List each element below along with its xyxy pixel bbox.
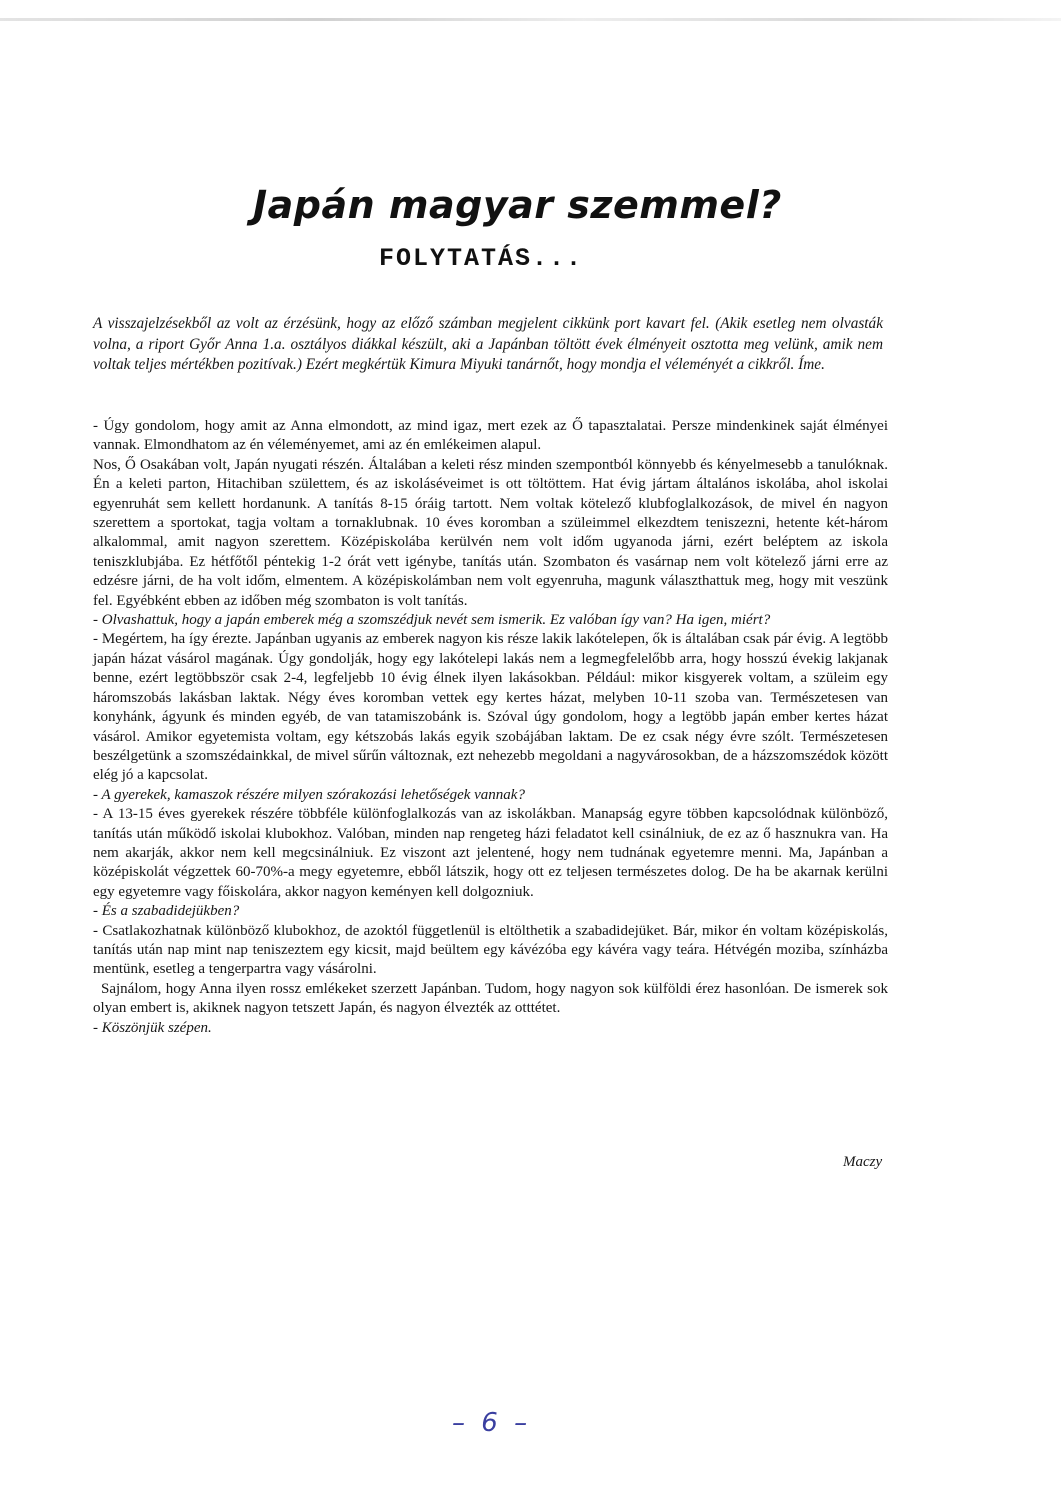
article-title: Japán magyar szemmel? — [253, 183, 782, 227]
answer-paragraph: - A 13-15 éves gyerekek részére többféle különfoglalkozás van az iskolákban. Manapság egyre többen kapcsolódnak különböző, tanítás után működő iskolai klubokhoz. Valóban, minden nap rengeteg házi feladatot kell csinálniuk, de ez az ő hasznukra van. Ha nem akarják, akkor nem kell megcsinálniuk. Ez viszont azt jelentené, hogy nem tudnának egyetemre menni. Ma, Japánban a középiskolát végzettek 60-70%-a megy egyetemre, ebből látszik, hogy ott ez teljesen természetes dolog. De ha be akarnak kerülni egy egyetemre vagy főiskolára, akkor nagyon keményen kell dolgozniuk. — [93, 806, 888, 900]
article-body — [93, 417, 888, 1038]
question-paragraph: - A gyerekek, kamaszok részére milyen szórakozási lehetőségek vannak? — [93, 786, 525, 803]
page-number: – 6 – — [452, 1408, 532, 1438]
article-intro: A visszajelzésekből az volt az érzésünk, hogy az előző számban megjelent cikkünk port kavart fel. (Akik esetleg nem olvasták volna, a riport Győr Anna 1.a. osztályos diákkal készült, aki a Japánban töltött évek élményeit osztotta meg velünk, amik nem voltak teljes mértékben pozitívak.) Ezért megkértük Kimura Miyuki tanárnőt, hogy mondja el véleményét a cikkről. Íme. — [93, 315, 883, 373]
scan-edge-line — [0, 18, 1061, 21]
question-paragraph: - És a szabadidejükben? — [93, 903, 240, 920]
answer-paragraph: - Úgy gondolom, hogy amit az Anna elmondott, az mind igaz, mert ezek az Ő tapasztalatai. Persze mindenkinek saját élményei vannak. Elmondhatom az én véleményemet, ami az én emlékeimen alapul. — [93, 418, 888, 454]
answer-paragraph: - Csatlakozhatnak különböző klubokhoz, de azoktól függetlenül is eltölthetik a szabadidejüket. Bár, mikor én voltam középiskolás, tanítás után nap mint nap teniszeztem egy kicsit, majd beültem egy kávézóba egy kávéra vagy teára. Hétvégén moziba, színházba mentünk, esetleg a tengerpartra vagy vásárolni. — [93, 922, 888, 978]
author-signature: Maczy — [843, 1154, 883, 1170]
question-paragraph: - Köszönjük szépen. — [93, 1019, 212, 1036]
answer-paragraph: Nos, Ő Osakában volt, Japán nyugati részén. Általában a keleti rész minden szempontból könnyebb és kényelmesebb a tanulóknak. Én a keleti parton, Hitachiban születtem, és az iskoláséveimet is ott töltöttem. Hat évig jártam általános iskolába, ahol iskolai egyenruhát sem kellett hordanunk. A tanítás 8-15 óráig tartott. Nem voltak kötelező klubfoglalkozások, de mivel én nagyon szerettem a sportokat, tagja voltam a tornaklubnak. 10 éves koromban a szüleimmel elkezdtem teniszezni, hetente két-három alkalommal, amit nagyon szerettem. Középiskolába kerülvén nem volt időm ugyanoda járni, ezért beléptem az iskola teniszklubjába. Ez hétfőtől péntekig 1-2 órát vett igénybe, tanítás után. Szombaton és vasárnap nem volt kötelező járni erre az edzésre járni, de ha volt időm, elmentem. A középiskolámban nem volt egyenruha, magunk választhattuk meg, hogy mit veszünk fel. Egyébként ebben az időben még szombaton is volt tanítás. — [93, 456, 888, 609]
answer-paragraph: - Megértem, ha így érezte. Japánban ugyanis az emberek nagyon kis része lakik lakótelepen, ők is általában csak pár évig. A legtöbb japán házat vásárol magának. Úgy gondolják, hogy egy lakótelepi lakás nem a legmegfelelőbb arra, hogy hosszú évekig lakjanak benne, ezért legtöbbször csak 2-4, legfeljebb 10 évig élnek ilyen lakásokban. Például: mikor kisgyerek voltam, a szüleim egy háromszobás lakásban laktak. Négy éves koromban vettek egy kertes házat, melyben 10-11 szoba van. Természetesen van konyhánk, ágyunk és minden egyéb, de van tatamiszobánk is. Szóval úgy gondolom, hogy a legtöbb japán ember kertes házat vásárol. Amikor egyetemista voltam, egy kétszobás lakás egyik szobájában laktam. De ez csak négy évre szólt. Természetesen beszélgetünk a szomszédainkkal, de mivel sűrűn változnak, ezt nehezebb megoldani a nagyvárosokban, de a házszomszédok között elég jó a kapcsolat. — [93, 631, 888, 784]
question-paragraph: - Olvashattuk, hogy a japán emberek még a szomszédjuk nevét sem ismerik. Ez valóban így van? Ha igen, miért? — [93, 612, 771, 629]
answer-paragraph: Sajnálom, hogy Anna ilyen rossz emlékeket szerzett Japánban. Tudom, hogy nagyon sok külföldi érez hasonlóan. De ismerek sok olyan embert is, akiknek nagyon tetszett Japán, és nagyon élvezték az otttétet. — [93, 980, 888, 1017]
article-subtitle: FOLYTATÁS... — [379, 244, 584, 273]
